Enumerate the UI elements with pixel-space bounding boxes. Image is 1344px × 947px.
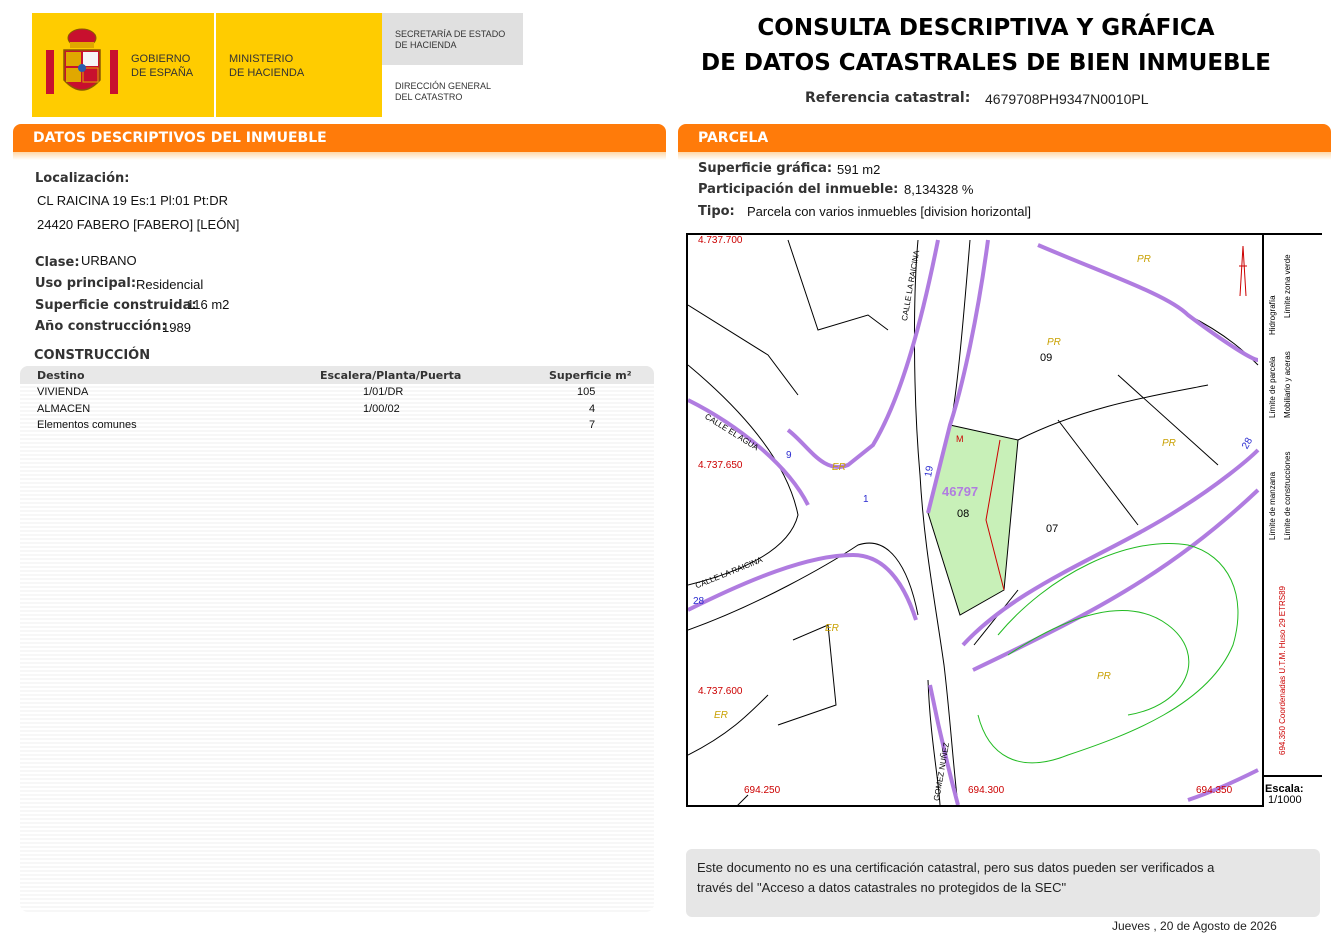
anio-value: 1989 — [162, 320, 191, 335]
scale-value: 1/1000 — [1268, 794, 1302, 806]
parcel-ref-label: 46797 — [942, 484, 979, 499]
table-cell-planta: 1/00/02 — [363, 403, 400, 415]
construccion-table — [20, 366, 654, 912]
parcel-09-label: 09 — [1040, 352, 1053, 364]
col-escalera: Escalera/Planta/Puerta — [320, 369, 462, 382]
legend-zona-verde: Límite zona verde — [1283, 254, 1292, 318]
pr-label: PR — [1047, 337, 1061, 348]
house-number-28a: 28 — [693, 596, 705, 607]
parcel-07-label: 07 — [1046, 523, 1059, 535]
superficie-value: 116 m2 — [187, 297, 230, 312]
er-label: ER — [832, 462, 846, 473]
col-destino: Destino — [37, 369, 85, 382]
coord-y-top: 4.737.700 — [698, 235, 743, 246]
disclaimer-line2: través del "Acceso a datos catastrales no protegidos de la SEC" — [697, 880, 1067, 895]
street-label-raicina-vertical: CALLE LA RAICINA — [900, 249, 922, 322]
clase-value: URBANO — [81, 253, 137, 268]
secretaria-label: SECRETARÍA DE ESTADO DE HACIENDA — [395, 29, 506, 50]
coord-x3: 694.350 — [1196, 785, 1233, 796]
pr-label: PR — [1137, 254, 1151, 265]
legend-mobiliario: Mobiliario y aceras — [1283, 351, 1292, 418]
er-label: ER — [825, 623, 839, 634]
coord-y-mid: 4.737.650 — [698, 460, 743, 471]
north-arrow-icon — [1236, 246, 1250, 296]
clase-label: Clase: — [35, 255, 80, 270]
tipo-label: Tipo: — [698, 204, 735, 219]
tipo-value: Parcela con varios inmuebles [division horizontal] — [747, 204, 1031, 219]
participacion-label: Participación del inmueble: — [698, 182, 899, 197]
coord-x2: 694.300 — [968, 785, 1005, 796]
document-date: Jueves , 20 de Agosto de 2026 — [1112, 919, 1277, 933]
sup-grafica-value: 591 m2 — [837, 162, 881, 177]
section-descriptivos-bar: DATOS DESCRIPTIVOS DEL INMUEBLE — [13, 124, 666, 152]
coord-x1: 694.250 — [744, 785, 781, 796]
section-bar-fade — [678, 152, 1331, 160]
coord-y-low: 4.737.600 — [698, 686, 743, 697]
col-superficie: Superficie m² — [549, 369, 632, 382]
legend-manzana: Límite de manzana — [1268, 471, 1277, 540]
legend-construcciones: Límite de construcciones — [1283, 451, 1292, 540]
legend-hidrografia: Hidrografía — [1268, 295, 1277, 335]
construction-m-label: M — [956, 434, 964, 444]
legend-coords: 694.350 Coordenadas U.T.M. Huso 29 ETRS89 — [1278, 586, 1287, 755]
refcat-label: Referencia catastral: — [805, 90, 971, 106]
house-number-9: 9 — [786, 450, 792, 461]
table-cell-superficie: 105 — [577, 386, 596, 398]
house-number-19: 19 — [923, 465, 936, 478]
pr-label: PR — [1097, 671, 1111, 682]
coat-of-arms-icon — [44, 26, 120, 102]
gobierno-label: GOBIERNO DE ESPAÑA — [131, 53, 194, 79]
er-label: ER — [714, 710, 728, 721]
table-cell-planta: 1/01/DR — [363, 386, 404, 398]
section-bar-fade — [13, 152, 666, 160]
pr-label: PR — [1162, 438, 1176, 449]
street-label-gomez: GOMEZ NUÑEZ — [932, 741, 952, 802]
house-number-28b: 28 — [1240, 435, 1256, 452]
section-parcela-bar: PARCELA — [678, 124, 1331, 152]
table-cell-destino: ALMACEN — [37, 403, 91, 415]
localizacion-label: Localización: — [35, 171, 130, 186]
construccion-title: CONSTRUCCIÓN — [34, 348, 151, 363]
table-cell-destino: Elementos comunes — [37, 419, 137, 431]
uso-label: Uso principal: — [35, 276, 137, 291]
map-drawing — [688, 235, 1262, 805]
table-cell-superficie: 4 — [589, 403, 596, 415]
page-title-line2: DE DATOS CATASTRALES DE BIEN INMUEBLE — [701, 50, 1271, 76]
legend-parcela: Límite de parcela — [1268, 356, 1277, 418]
anio-label: Año construcción: — [35, 319, 167, 334]
house-number-1: 1 — [863, 494, 869, 505]
table-cell-superficie: 7 — [589, 419, 596, 431]
uso-value: Residencial — [136, 277, 204, 292]
logo-divider — [214, 13, 216, 117]
parcel-08-label: 08 — [957, 508, 970, 520]
ministerio-label: MINISTERIO DE HACIENDA — [229, 53, 305, 79]
direccion-label: DIRECCIÓN GENERAL DEL CATASTRO — [395, 81, 492, 102]
sup-grafica-label: Superficie gráfica: — [698, 161, 833, 176]
refcat-value: 4679708PH9347N0010PL — [985, 91, 1149, 107]
address-line1: CL RAICINA 19 Es:1 Pl:01 Pt:DR — [37, 193, 228, 208]
page-title-line1: CONSULTA DESCRIPTIVA Y GRÁFICA — [757, 15, 1215, 41]
street-label-agua: CALLE EL AGUA — [703, 412, 761, 453]
participacion-value: 8,134328 % — [904, 182, 974, 197]
address-line2: 24420 FABERO [FABERO] [LEÓN] — [37, 217, 240, 232]
street-label-raicina-horizontal: CALLE LA RAICINA — [694, 555, 764, 591]
disclaimer-line1: Este documento no es una certificación catastral, pero sus datos pueden ser verificados a — [697, 860, 1215, 875]
scale-label: Escala: — [1265, 783, 1304, 795]
superficie-label: Superficie construida: — [35, 298, 197, 313]
table-cell-destino: VIVIENDA — [37, 386, 89, 398]
